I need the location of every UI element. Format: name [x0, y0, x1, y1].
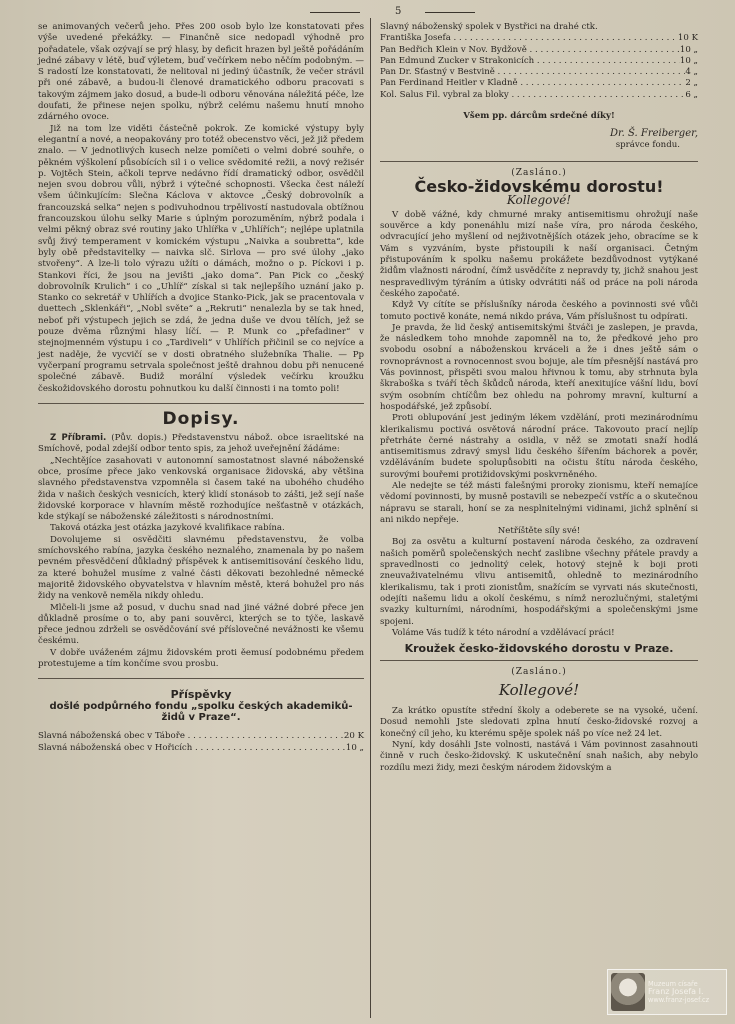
salutation: Kollegové! — [506, 192, 572, 207]
list-item: Slavný náboženský spolek v Bystřici na drahé ctk. — [380, 22, 598, 32]
section-rule — [380, 161, 698, 162]
article-paragraph: V době vážné, kdy chmurné mraky antisemitismu ohrožují naše souvěrce a kdy ponenáhlu mizí naše víra, pro národa českého, odvracující jeho myšlení od nejživotnějších otázek jeho, obracíme se k Vám s vyzváním, byste přistoupili k naší organisaci. Četným přistupováním k spolku našemu prokážete bezdůvodnost vytýkané židům vlažnosti národní, čímž usvědčíte z nepravdy ty, jichž snahou jest nespravedlivým týráním a útisky odvrátiti náš od práce na poli národa českého započaté. — [380, 209, 698, 299]
letter-intro: (Pův. dopis.) Představenstvu nábož. obce israelitské na Smíchově, podal zdejší odbor tento spis, za jehož uveřejnění žádáme: — [38, 433, 364, 455]
header-dash-left — [310, 12, 360, 13]
section-rule — [38, 403, 364, 404]
list-item: Pan Edmund Zucker v Strakonicích . . . 10 „ — [380, 56, 698, 67]
contributions-subheading: došlé podpůrného fondu „spolku českých akademiků-židů v Praze“. — [49, 700, 353, 723]
left-column — [38, 22, 364, 754]
letter-paragraph: V dobře uváženém zájmu židovském proti ěemusí podobnému předem protestujeme a tím končíme svou prosbu. — [38, 647, 364, 670]
article-heading: Česko-židovskému dorostu! — [414, 177, 664, 197]
zaslano-label: (Zasláno.) — [511, 667, 567, 678]
signature-name: Dr. Š. Freiberger, — [609, 128, 698, 140]
column-divider — [370, 18, 371, 1018]
section-rule — [38, 678, 364, 679]
museum-watermark — [607, 969, 727, 1015]
watermark-text: Muzeum císaře Franz Josefa I. www.franz-josef.cz — [648, 980, 710, 1004]
list-item: Slavná náboženská obec v Hořicích . . . 10 „ — [38, 743, 364, 754]
article-paragraph: se animovaných večerů jeho. Přes 200 osob bylo lze konstatovati přes výše uvedené překážky. — Finančně sice nedopadl výhodně pro pořadatele, však ozývají se prý hlasy, by deficit hrazen byl ještě pořádáním jedné zábavy v létě, buď výletem, buď večírkem nebo něčím podobným. — S radostí lze konstatovati, že nelitoval ni jediný účastník, že večer strávil při oné zábavě, a budou-li členové dramatického odboru pracovati s takovým zájmem jako dosud, a bude-li odboru věnována náležitá péče, lze doufati, že přinese nejen spolku, nýbrž celému našemu hnutí mnoho zdárného ovoce. — [38, 22, 364, 123]
letter-lead: Z Příbrami. — [50, 433, 107, 444]
letter-paragraph: Taková otázka jest otázka jazykové kvalifikace rabína. — [50, 523, 285, 534]
article-paragraph: Proti oblupování jest jediným lékem vzdělání, proti mezinárodnímu klerikalismu poctivá osvětová národní práce. Takovouto prací nejlíp přetrháte černé nástrahy a osidla, v něž se zmotati snaží hodlá antisemitismus zdravý smysl lidu českého šířením báchorek a pověr, vzděláváním budete spolupůsobiti na očistu štítu národa českého, surovými bouřemi protižidovskými poskvrněného. — [380, 413, 698, 480]
portrait-icon — [611, 973, 645, 1011]
article-paragraph: Je pravda, že lid český antisemitskými štváči je zaslepen, je pravda, že následkem toho mnohde zapomněl na to, že předkové jeho pro svobodu osobní a náboženskou krváceli a že i dnes ještě sám o rovnoprávnost a rovnocennost svou bojuje, ale tím přesnější nastává pro Vás povinnost, přispěti svou malou hřivnou k tomu, aby strhnuta byla škraboška s tváří těch škůdců národa, kteří anexitujíce vášní lidu, boví svým osobním chtíčům bez ohledu na pohromy mravní, kulturní a hospodářské, jež způsobí. — [380, 322, 698, 412]
letter-paragraph: Dovolujeme si osvědčiti slavnému představenstvu, že volba smíchovského rabína, jazyka českého neznalého, znamenala by po našem pevném přesvědčení důkladný příspěvek k antisemitisování českého lidu, za které bohužel musíme z valné části děkovati bezohledné německé majoritě židovského obyvatelstva v hlavním městě, která bohužel pro nás židy na venkově neměla nikdy ohledu. — [38, 534, 364, 602]
section-heading-dopisy: Dopisy. — [162, 408, 240, 429]
zaslano-label: (Zasláno.) — [511, 167, 567, 178]
thanks-line: Všem pp. dárcům srdečné díky! — [463, 111, 615, 122]
article-paragraph: Nyní, kdy dosáhli Jste volnosti, nastává i Vám povinnost zasahnouti činně v ruch česko-židovský. K uskutečnění snah našich, aby nebylo rozdílu mezi židy, mezi českým národem židovským a — [380, 739, 698, 773]
salutation: Kollegové! — [498, 680, 580, 699]
letter-paragraph: Mlčeli-li jsme až posud, v duchu snad nad jiné vážné dobré přece jen důkladně prosíme o to, aby pani souvěrci, kterých se to týče, laskavě přece jednou zdrželi se osvědčování své příslovečné nevážnosti ke všemu českému. — [38, 602, 364, 647]
signature-role: správce fondu. — [615, 139, 680, 150]
letter-paragraph: „Nechtějíce zasahovati v autonomní samostatnost slavné náboženské obce, prosíme přece jako venkovská organisace židovská, aby většina slavného představenstva vzpomněla si časem také na ubohého chudého žida v našich českých vesnicích, který klidí stonásob to zášti, jež sejí naše židovské korporace v hlavním městě rozhodujíce nešťastně v otázkách, kde stýkají se náboženské záležitosti s národnostními. — [38, 455, 364, 523]
list-item: Pan Bedřich Klein v Nov. Bydžově . . . 10 „ — [380, 45, 698, 56]
article-paragraph: Ale nedejte se též másti falešnými proroky zionismu, kteří nemajíce vědomí povinnosti, by musně postavili se nebezpečí vstříc a o skutečnou nápravu se starali, honí se za nesplnitelnými vidinami, jichž splnění si ani nikdo nepřeje. — [380, 480, 698, 525]
list-item: Pan Ferdinand Heitler v Kladně . . . 2 „ — [380, 78, 698, 89]
right-column — [380, 22, 698, 774]
page-number: 5 — [395, 6, 402, 17]
section-rule — [380, 660, 698, 661]
contributions-list — [38, 731, 364, 754]
header-dash-right — [425, 12, 475, 13]
page-header — [40, 6, 705, 18]
article-paragraph: Boj za osvětu a kulturní postavení národa českého, za ozdravení našich poměrů společenských nechť zaslibne všechny přátele pravdy a spravedlnosti co jednolitý celek, hotový stejně k boji proti zneuvaživatelnému vlivu antisemitů, ohledně to mezinárodního klerikalismu, tak i proti zionistům, snažícím se vyrvati nás skutečnosti, odejíti našemu lidu a okolí českému, s nímž nerozlučnými, staletými svazky kulturními, národními, hospodářskými a společenskými jsme spojeni. — [380, 537, 698, 627]
list-item: Františka Josefa . . . 10 K — [380, 33, 698, 44]
list-item: Pan Dr. Šťastný v Bestvině . . . 4 „ — [380, 67, 698, 78]
article-paragraph: Když Vy cítíte se příslušníky národa českého a povinnosti své vůči tomuto poctivě konáte, nemá nikdo práva, Vám příslušnost tu odpírati. — [380, 300, 698, 322]
article-paragraph: Voláme Vás tudíž k této národní a vzdělávací práci! — [392, 627, 615, 638]
donors-list — [380, 22, 698, 101]
article-signature: Kroužek česko-židovského dorostu v Praze. — [404, 642, 674, 656]
list-item: Slavná náboženská obec v Táboře . . . 20 K — [38, 731, 364, 742]
list-item: Kol. Salus Fil. vybral za bloky . . . 6 „ — [380, 90, 698, 101]
article-paragraph: Již na tom lze viděti částečně pokrok. Ze komické výstupy byly elegantní a nové, a neopakovány pro totéž obecenstvo věci, jež již předem znalo. — V jednotlivých kusech nelze pomíčeti o velmi dobré souhře, o pěkném výškolení působících sil i o velice svědomité režii, a nový režisér p. Vojtěch Stein, ačkoli teprve nedávno řídí dramatický odbor, osvědčil nejen svou dobrou vůli, nýbrž i výtečné schopnosti. Všecka čest náleží všem účinkujícím: Slečna Káclova v aktovce „Český dobrovolník a francouzská selka“ nejen s podivuhodnou trpělivostí nastudovala obtížnou francouzskou úlohu selky Marie s úplným porozuměním, nýbrž podala i velmi pěkný obraz své routiny jako Uhlířka v „Uhlířích“; nejlépe uplatnila svůj živý temperament v komickém výstupu „Naivka a soubretta“, kde byly obě představitelky — naivka slč. Sirlova — pro své úlohy „jako stvořeny“. A lze-li tolo výrazu užíti o dámách, možno o p. Píckovi i p. Stankovi říci, že jsou na jevišti „jako doma“. Pan Pick co „český dobrovolník Krulich“ i co „Uhlíř“ získal si tak nejlepšího uznání jako p. Stanko co sekretář v Uhlířích a dvojice Stanko-Pick, jak se pracentovala v duettech „Sklenkáři“, „Nobl světe“ a „Rekruti“ nenalezla by se tak hned, neboť při výstupech jejich se zdá, že jedna duše ve dvou tělích, jež se pouze dvěma různými hlasy líčí. — P. Munk co „přefadiner“ v stejnojmenném výstupu i co „Tardiveli“ v Uhlířích přičinil se co nejvíce a jest naděje, že vycvičí se v dosti obratného služebníka Thalie. — Pp vyčerpaní programu setrvala společnost ještě drahnou dobu při nenucené společné zábavě. Budiž morální výsledek večírku kroužku českožidovského dorostu pohnutkou ku další činnosti i na tomto poli! — [38, 123, 364, 394]
contributions-heading: Příspěvky — [170, 688, 232, 702]
article-paragraph: Za krátko opustíte střední školy a odeberete se na vysoké, učení. Dosud nemohli Jste sledovati zplna hnutí česko-židovské rozvoj a konečný cíl jeho, ku kterému spěje spolek náš po více než 24 let. — [380, 706, 698, 739]
article-paragraph: Netříštěte síly své! — [497, 526, 581, 537]
